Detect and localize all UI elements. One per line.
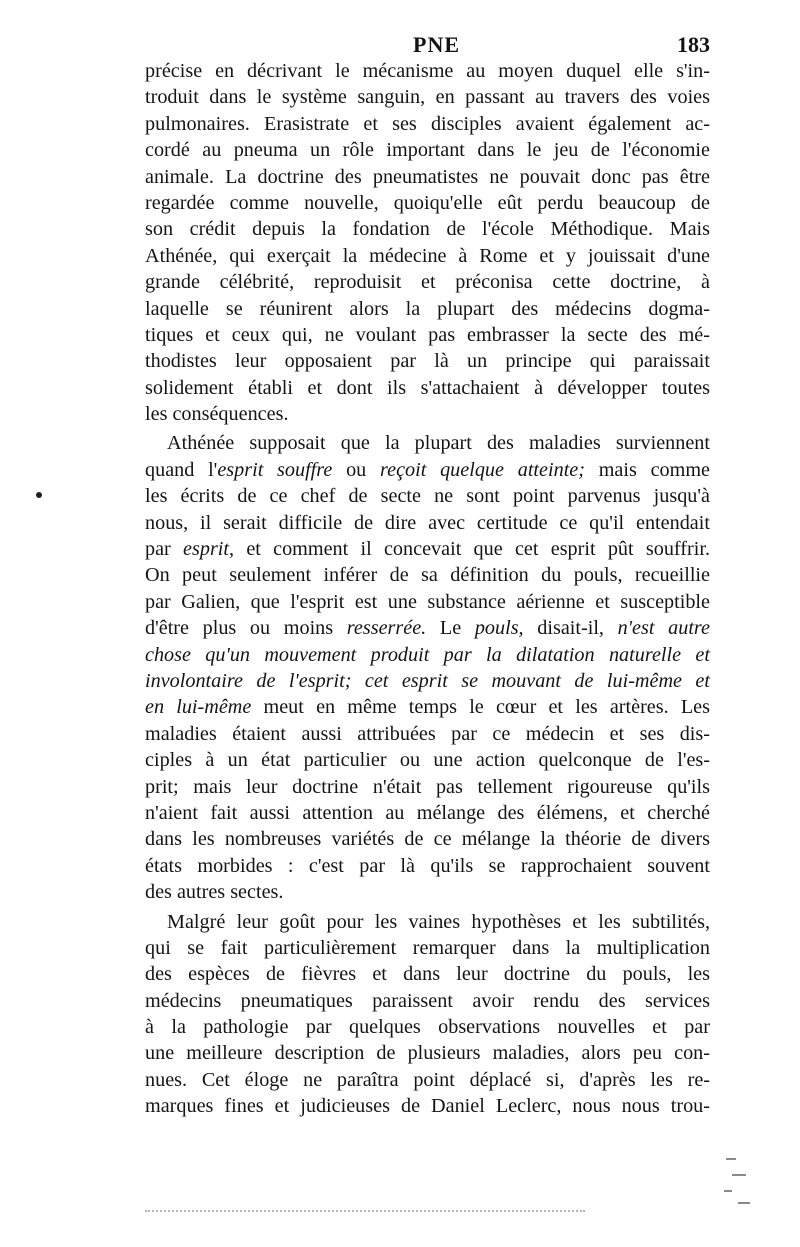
- text-run: thodistes leur opposaient par là un principe qui paraissait: [145, 350, 710, 373]
- text-run: et comment il concevait que cet esprit pût souffrir.: [234, 538, 710, 561]
- text-run: Athénée, qui exerçait la médecine à Rome et y jouissait d'une: [145, 244, 710, 267]
- italic-text-run: en lui-même: [145, 696, 252, 719]
- text-run: laquelle se réunirent alors la plupart des médecins dogma-: [145, 297, 710, 320]
- text-run: n'aient fait aussi attention au mélange des élémens, et cherché: [145, 801, 710, 824]
- italic-text-run: resserrée.: [346, 617, 427, 640]
- text-run: cordé au pneuma un rôle important dans le jeu de l'économie: [145, 139, 710, 162]
- text-line: [145, 58, 710, 84]
- text-line: [145, 111, 710, 137]
- text-run: Athénée supposait que la plupart des maladies surviennent: [167, 432, 710, 455]
- edge-marks: [722, 1150, 762, 1210]
- text-line: [145, 909, 710, 935]
- italic-text-run: esprit souffre: [217, 458, 333, 481]
- running-title: PNE: [413, 32, 460, 57]
- text-line: [145, 562, 710, 588]
- text-line: [145, 164, 710, 190]
- text-line: [145, 642, 710, 668]
- text-line: [145, 668, 710, 694]
- text-run: dans les nombreuses variétés de ce mélange la théorie de divers: [145, 828, 710, 851]
- text-line: [145, 322, 710, 348]
- text-line: [145, 269, 710, 295]
- text-line: [145, 1093, 710, 1119]
- text-run: meut en même temps le cœur et les artères. Les: [251, 696, 710, 719]
- text-line: [145, 853, 710, 879]
- page-header: [145, 32, 710, 60]
- text-line: [145, 1040, 710, 1066]
- text-run: animale. La doctrine des pneumatistes ne pouvait donc pas être: [145, 165, 710, 188]
- text-run: par: [145, 538, 184, 561]
- text-run: à la pathologie par quelques observations nouvelles et par: [145, 1016, 710, 1039]
- text-run: regardée comme nouvelle, quoiqu'elle eût perdu beaucoup de: [145, 191, 710, 214]
- text-line: [145, 296, 710, 322]
- text-run: pulmonaires. Erasistrate et ses disciples avaient également ac-: [145, 112, 710, 135]
- body-text: [145, 58, 710, 1120]
- text-line: [145, 457, 710, 483]
- text-line: [145, 694, 710, 720]
- italic-text-run: reçoit quelque atteinte;: [380, 458, 585, 481]
- page-number: 183: [677, 32, 710, 57]
- text-line: [145, 348, 710, 374]
- text-run: états morbides : c'est par là qu'ils se rapprochaient souvent: [145, 854, 710, 877]
- text-line: [145, 430, 710, 456]
- text-line: [145, 774, 710, 800]
- italic-text-run: n'est autre: [617, 617, 710, 640]
- text-line: [145, 243, 710, 269]
- text-run: On peut seulement inférer de sa définition du pouls, recueillie: [145, 564, 710, 587]
- italic-text-run: esprit,: [183, 538, 235, 561]
- text-run: disait-il,: [523, 617, 618, 640]
- text-line: [145, 826, 710, 852]
- text-line: [145, 510, 710, 536]
- text-run: marques fines et judicieuses de Daniel Leclerc, nous nous trou-: [145, 1095, 710, 1118]
- text-line: [145, 879, 710, 905]
- text-run: précise en décrivant le mécanisme au moyen duquel elle s'in-: [145, 60, 710, 82]
- text-run: Malgré leur goût pour les vaines hypothèses et les subtilités,: [167, 910, 710, 933]
- text-run: solidement établi et dont ils s'attachaient à développer toutes: [145, 376, 710, 399]
- text-line: [145, 401, 710, 427]
- text-run: grande célébrité, reproduisit et préconisa cette doctrine, à: [145, 271, 710, 294]
- text-run: médecins pneumatiques paraissent avoir rendu des services: [145, 989, 710, 1012]
- text-run: les écrits de ce chef de secte ne sont point parvenus jusqu'à: [145, 485, 710, 508]
- text-run: quand l': [145, 458, 218, 481]
- text-line: [145, 483, 710, 509]
- text-run: prit; mais leur doctrine n'était pas tellement rigoureuse qu'ils: [145, 775, 710, 798]
- text-line: [145, 747, 710, 773]
- text-run: par Galien, que l'esprit est une substance aérienne et susceptible: [145, 590, 710, 613]
- text-line: [145, 615, 710, 641]
- text-run: nues. Cet éloge ne paraîtra point déplacé si, d'après les re-: [145, 1068, 710, 1091]
- text-run: maladies étaient aussi attribuées par ce médecin et ses dis-: [145, 722, 710, 745]
- text-run: des autres sectes.: [145, 881, 284, 904]
- text-line: [145, 137, 710, 163]
- text-line: [145, 935, 710, 961]
- text-run: une meilleure description de plusieurs maladies, alors peu con-: [145, 1042, 710, 1065]
- text-line: [145, 800, 710, 826]
- text-run: Le: [426, 617, 475, 640]
- text-run: ciples à un état particulier ou une action quelconque de l'es-: [145, 749, 710, 772]
- text-line: [145, 375, 710, 401]
- text-line: [145, 1067, 710, 1093]
- text-line: [145, 216, 710, 242]
- text-line: [145, 1014, 710, 1040]
- text-run: troduit dans le système sanguin, en passant au travers des voies: [145, 86, 710, 109]
- ink-speck: [36, 492, 42, 498]
- text-run: ou: [332, 458, 381, 481]
- text-line: [145, 190, 710, 216]
- text-run: les conséquences.: [145, 403, 289, 426]
- italic-text-run: chose qu'un mouvement produit par la dilatation naturelle et: [145, 643, 710, 666]
- text-line: [145, 536, 710, 562]
- text-line: [145, 84, 710, 110]
- bottom-dotted-rule: [145, 1210, 585, 1212]
- text-run: qui se fait particulièrement remarquer dans la multiplication: [145, 936, 710, 959]
- text-line: [145, 589, 710, 615]
- text-run: son crédit depuis la fondation de l'école Méthodique. Mais: [145, 218, 710, 241]
- text-run: mais comme: [584, 458, 710, 481]
- text-line: [145, 961, 710, 987]
- text-line: [145, 721, 710, 747]
- text-run: d'être plus ou moins: [145, 617, 347, 640]
- italic-text-run: involontaire de l'esprit; cet esprit se mouvant de lui-même et: [145, 669, 710, 692]
- text-run: tiques et ceux qui, ne voulant pas embrasser la secte des mé-: [145, 323, 710, 346]
- text-run: nous, il serait difficile de dire avec certitude ce qu'il entendait: [145, 511, 710, 534]
- italic-text-run: pouls,: [474, 617, 524, 640]
- text-line: [145, 988, 710, 1014]
- text-run: des espèces de fièvres et dans leur doctrine du pouls, les: [145, 963, 710, 986]
